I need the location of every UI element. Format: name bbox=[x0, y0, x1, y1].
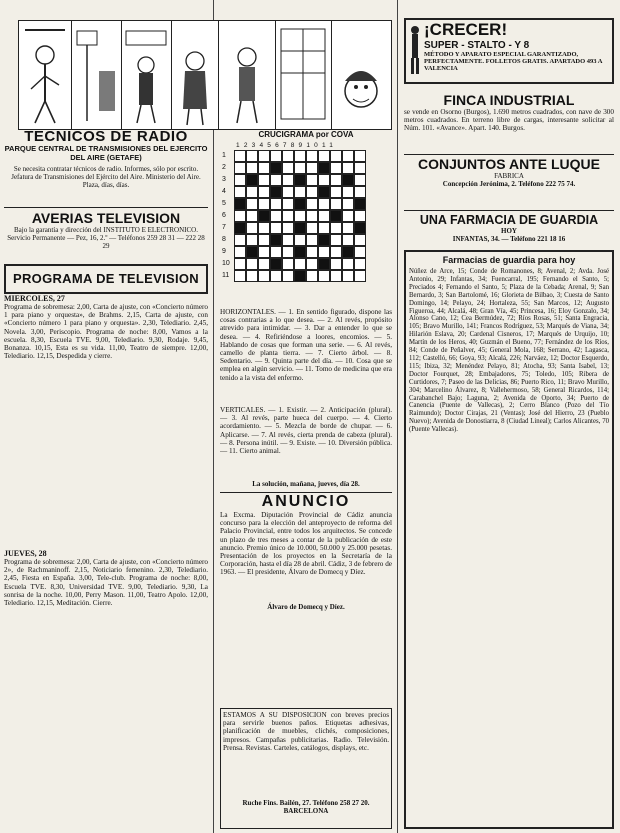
crossword-cell[interactable] bbox=[258, 198, 270, 210]
crossword-cell[interactable] bbox=[354, 258, 366, 270]
crossword-row-number: 3 bbox=[222, 176, 226, 183]
crossword-row-number: 6 bbox=[222, 212, 226, 219]
solution-note: La solución, mañana, jueves, día 28. bbox=[252, 480, 360, 488]
crossword-col-numbers: 1234567891011 bbox=[236, 142, 338, 149]
verticales-text: VERTICALES. — 1. Existir. — 2. Anticipación (plural). — 3. Al revés, parte hueca del cuerpo. — 4. Cierto acordamiento. — 5. Mezcla de borde de chupar. — 6. Aplicarse. — 7. Al revés, cierta prenda de cabeza (plural). — 8. Persona inútil. — 9. Existe. — 10. Diversión pública. — 11. Cierto animal. bbox=[220, 406, 392, 456]
estamos-ad bbox=[220, 708, 392, 829]
guardia-box bbox=[404, 250, 614, 829]
crossword-cell[interactable] bbox=[270, 174, 282, 186]
crossword-row-number: 10 bbox=[222, 260, 230, 267]
day-heading: JUEVES, 28 bbox=[4, 549, 47, 558]
crossword-cell[interactable] bbox=[342, 186, 354, 198]
tecnicos-subtitle: PARQUE CENTRAL DE TRANSMISIONES DEL EJERCITO DEL AIRE (GETAFE) bbox=[4, 144, 208, 162]
crossword-cell[interactable] bbox=[282, 150, 294, 162]
crossword-cell[interactable] bbox=[294, 162, 306, 174]
crossword-cell[interactable] bbox=[282, 198, 294, 210]
conjuntos-subtitle: FABRICA bbox=[494, 172, 524, 180]
center-column bbox=[216, 0, 396, 833]
crossword-cell[interactable] bbox=[342, 150, 354, 162]
crossword-cell[interactable] bbox=[294, 222, 306, 234]
crossword-cell[interactable] bbox=[354, 246, 366, 258]
crossword-cell[interactable] bbox=[306, 198, 318, 210]
day-heading: MIERCOLES, 27 bbox=[4, 294, 65, 303]
crossword-cell[interactable] bbox=[354, 270, 366, 282]
crossword-cell[interactable] bbox=[318, 174, 330, 186]
crossword-cell[interactable] bbox=[246, 270, 258, 282]
crossword-cell[interactable] bbox=[294, 270, 306, 282]
crossword-cell[interactable] bbox=[318, 150, 330, 162]
crossword-cell[interactable] bbox=[306, 210, 318, 222]
guardia-title: Farmacias de guardia para hoy bbox=[442, 255, 576, 265]
guardia-list: Núñez de Arce, 15; Conde de Romanones, 8; Avenal, 2; Avda. José Antonio, 29; Infantas, 34; Fuencarral, 195; Fernando el Santo, 5; Preciados 4; Fernando el Santo, 5; Plaza de la Cebada; Arenal, 9; San Bernardo, 3; San Bartolomé, 16; Glorieta de Bilbao, 3; Cuesta de Santo Domingo, 14; Pelayo, 24; Hortaleza, 55; San Marcos, 12; Augusto Figueroa, 44; Alcalá, 48; Gran Vía, 45; Princesa, 16; Eloy Gonzalo, 34; Alonso Cano, 12; Cea Bermúdez, 72; Ríos Rosas, 51; Santa Engracia, 105; Bravo Murillo, 141; Francos Rodríguez, 53; Marqués de Viana, 34; Hilarión Eslava, 20; Cardenal Cisneros, 17; Marqués de Urquijo, 10; Martín de los Heros, 40; Guzmán el Bueno, 77; Fernández de los Ríos, 84; Conde de Peñalver, 45; General Mola, 168; Serrano, 42; Lagasca, 112; Castelló, 66; Goya, 93; Alcalá, 226; Narváez, 12; Doctor Esquerdo, 115; Ibiza, 32; Menéndez Pelayo, 81; Atocha, 93; Santa Isabel, 13; Doctor Fourquet, 28; Embajadores, 75; Toledo, 105; Ribera de Curtidores, 7; Paseo de las Delicias, 86; Puerto Rico, 11; Bravo Murillo, 304; Marcelino Álvarez, 8; Vallehermoso, 58; General Ricardos, 114; Carabanchel Bajo; Laguna, 2; Avenida de Oporto, 34; Puerto de Canencia (Puente de Vallecas), 2; Cerro Blanco (Pozo del Tío Raimundo); Doctor Cirajas, 21 (Ventas); José del Hierro, 23 (Pueblo Nuevo); Avenida de Donostiarra, 8 (Ciudad Lineal); Carlos Alicantes, 70 (Puente Vallecas). bbox=[409, 268, 609, 434]
crossword-cell[interactable] bbox=[270, 258, 282, 270]
farmacia-ad bbox=[404, 210, 614, 243]
crossword-cell[interactable] bbox=[246, 258, 258, 270]
crossword-cell[interactable] bbox=[270, 162, 282, 174]
crossword-cell[interactable] bbox=[234, 210, 246, 222]
crossword-cell[interactable] bbox=[354, 222, 366, 234]
crossword-row-number: 8 bbox=[222, 236, 226, 243]
crossword-cell[interactable] bbox=[318, 234, 330, 246]
crossword-cell[interactable] bbox=[354, 234, 366, 246]
crossword-cell[interactable] bbox=[318, 210, 330, 222]
crossword-cell[interactable] bbox=[330, 186, 342, 198]
farmacia-hoy: HOY bbox=[501, 227, 517, 235]
crecer-body: MÉTODO Y APARATO ESPECIAL GARANTIZADO, PERFECTAMENTE. FOLLETOS GRATIS. APARTADO 493 A VALENCIA bbox=[424, 51, 603, 73]
crossword-row-number: 11 bbox=[222, 272, 230, 279]
crossword-cell[interactable] bbox=[234, 258, 246, 270]
crossword-cell[interactable] bbox=[306, 258, 318, 270]
estamos-footer: Ruche Fins. Bailén, 27. Teléfono 258 27 20. BARCELONA bbox=[242, 799, 370, 815]
crossword-cell[interactable] bbox=[306, 270, 318, 282]
crossword-row-number: 9 bbox=[222, 248, 226, 255]
crossword-cell[interactable] bbox=[282, 258, 294, 270]
crossword-cell[interactable] bbox=[270, 270, 282, 282]
conjuntos-ad bbox=[404, 154, 614, 188]
column-rule-2 bbox=[397, 0, 398, 833]
crossword-row-number: 5 bbox=[222, 200, 226, 207]
crossword-cell[interactable] bbox=[294, 234, 306, 246]
crossword-cell[interactable] bbox=[234, 246, 246, 258]
crossword-cell[interactable] bbox=[258, 210, 270, 222]
crossword-cell[interactable] bbox=[234, 222, 246, 234]
crossword-grid[interactable] bbox=[216, 150, 396, 300]
conjuntos-body: Concepción Jerónima, 2. Teléfono 222 75 74. bbox=[442, 180, 576, 188]
crossword-cell[interactable] bbox=[342, 174, 354, 186]
crossword-cell[interactable] bbox=[270, 150, 282, 162]
crossword-cell[interactable] bbox=[318, 258, 330, 270]
averias-ad bbox=[4, 207, 208, 250]
crossword-cell[interactable] bbox=[330, 234, 342, 246]
crossword-cell[interactable] bbox=[270, 198, 282, 210]
programa-title: PROGRAMA DE TELEVISION bbox=[13, 271, 199, 286]
crossword-cell[interactable] bbox=[294, 186, 306, 198]
program-text: Programa de sobremesa: 2,00, Carta de ajuste, con «Concierto número 2», de Rachmaninoff. 2,15, Noticiario femenino. 2,30, Telediario. 2,45, Fiesta en España. 3,00, Tele-club. Programa de noche: 8,00, Escuela TVE. 8,30, Universidad TVE. 9,00, Telediario. 9,30, La sonrisa de la noche. 10,00, Perry Mason. 11,00, Teatro Apolo. 12,00, Telediario. 12,15, Meditación. Cierre. bbox=[4, 558, 208, 608]
crossword-cell[interactable] bbox=[294, 258, 306, 270]
crossword-cell[interactable] bbox=[318, 246, 330, 258]
crossword-cell[interactable] bbox=[258, 150, 270, 162]
crecer-ad bbox=[404, 18, 614, 84]
crossword-cell[interactable] bbox=[330, 174, 342, 186]
finca-title: FINCA INDUSTRIAL bbox=[443, 92, 575, 108]
crossword-cell[interactable] bbox=[282, 246, 294, 258]
programa-listing bbox=[4, 294, 208, 828]
crossword-cell[interactable] bbox=[354, 174, 366, 186]
crossword-cell[interactable] bbox=[234, 162, 246, 174]
crossword-cell[interactable] bbox=[354, 210, 366, 222]
crossword-cell[interactable] bbox=[246, 198, 258, 210]
averias-title: AVERIAS TELEVISION bbox=[31, 210, 181, 226]
anuncio-signature: Álvaro de Domecq y Díez. bbox=[267, 603, 345, 611]
crossword-cell[interactable] bbox=[342, 210, 354, 222]
crossword-cell[interactable] bbox=[318, 198, 330, 210]
crossword-cell[interactable] bbox=[294, 210, 306, 222]
crossword-cell[interactable] bbox=[342, 234, 354, 246]
crossword-cell[interactable] bbox=[234, 186, 246, 198]
crossword-cell[interactable] bbox=[306, 162, 318, 174]
finca-body: se vende en Osorno (Burgos), 1.690 metros cuadrados, con nave de 300 metros cuadrados. En terreno libre de cargas, interesante solicitar al Núm. 101. «Avance». Apart. 140. Burgos. bbox=[404, 108, 614, 133]
crossword-cell[interactable] bbox=[330, 150, 342, 162]
program-text: Programa de sobremesa: 2,00, Carta de ajuste, con «Concierto número 1 para piano y orquesta», de Brahms. 2,15, Carta de ajuste, con «Concierto número 1 para piano y orquesta». 2,30, Telediario. 2,45, Novela. 3,00, Periscopio. Programa de noche: 8,00, Vamos a la escuela. 8,30, Escuela TVE. 9,00, Telediario. 9,30, Rodaje. 9,45, Bonanza. 10,15, Esta es su vida. 11,00, Teatro de siempre. 12,00, Telediario. 12,15, Despedida y cierre. bbox=[4, 303, 208, 361]
farmacia-address: INFANTAS, 34. — Teléfono 221 18 16 bbox=[452, 235, 566, 243]
crossword-row-number: 2 bbox=[222, 164, 226, 171]
anuncio-title: ANUNCIO bbox=[261, 493, 351, 510]
crossword-cell[interactable] bbox=[234, 270, 246, 282]
crecer-brand: SUPER - STALTO - Y 8 bbox=[424, 40, 530, 51]
crossword-cell[interactable] bbox=[282, 222, 294, 234]
right-column bbox=[400, 0, 618, 833]
crossword-cell[interactable] bbox=[282, 186, 294, 198]
crossword-cell[interactable] bbox=[306, 222, 318, 234]
crossword-cell[interactable] bbox=[258, 222, 270, 234]
crossword-cell[interactable] bbox=[258, 186, 270, 198]
crossword-cell[interactable] bbox=[234, 198, 246, 210]
crossword-cell[interactable] bbox=[342, 270, 354, 282]
crossword-cell[interactable] bbox=[294, 198, 306, 210]
crossword-cell[interactable] bbox=[246, 162, 258, 174]
crossword-cell[interactable] bbox=[282, 210, 294, 222]
crossword-cell[interactable] bbox=[318, 162, 330, 174]
crossword-cell[interactable] bbox=[246, 234, 258, 246]
crossword-cell[interactable] bbox=[306, 174, 318, 186]
estamos-body: ESTAMOS A SU DISPOSICION con breves precios para servirle buenos paños. Etiquetas adhesivas, planificación de muebles, clichés, composiciones, impresos. Campañas publicitarias. Radio. Televisión. Prensa. Revistas. Carteles, catálogos, displays, etc. bbox=[223, 711, 389, 752]
crossword-cell[interactable] bbox=[306, 186, 318, 198]
averias-body: Bajo la garantía y dirección del INSTITUTO E ELECTRONICO. Servicio Permanente — Pez, 16, 2.º — Teléfonos 259 28 31 — 222 28 29 bbox=[7, 226, 205, 250]
crossword-cell[interactable] bbox=[354, 162, 366, 174]
crossword-cell[interactable] bbox=[330, 162, 342, 174]
tecnicos-ad bbox=[4, 128, 208, 189]
crossword-cell[interactable] bbox=[258, 270, 270, 282]
crossword-cell[interactable] bbox=[318, 270, 330, 282]
crossword-cell[interactable] bbox=[330, 222, 342, 234]
crecer-title: ¡CRECER! bbox=[424, 20, 508, 39]
crossword-cell[interactable] bbox=[342, 246, 354, 258]
crossword-cell[interactable] bbox=[342, 198, 354, 210]
crossword-cell[interactable] bbox=[246, 150, 258, 162]
crossword-cell[interactable] bbox=[246, 222, 258, 234]
crossword-cell[interactable] bbox=[282, 270, 294, 282]
crossword-cell[interactable] bbox=[306, 234, 318, 246]
crossword-cell[interactable] bbox=[270, 234, 282, 246]
crossword-cell[interactable] bbox=[234, 234, 246, 246]
crossword-cell[interactable] bbox=[342, 258, 354, 270]
crossword-cell[interactable] bbox=[282, 234, 294, 246]
crossword-cell[interactable] bbox=[330, 198, 342, 210]
crossword-cell[interactable] bbox=[246, 186, 258, 198]
crossword-cell[interactable] bbox=[330, 270, 342, 282]
crossword-cell[interactable] bbox=[294, 246, 306, 258]
crossword-cell[interactable] bbox=[354, 186, 366, 198]
crossword-cell[interactable] bbox=[246, 210, 258, 222]
finca-ad bbox=[404, 92, 614, 133]
crossword-cell[interactable] bbox=[330, 210, 342, 222]
crossword-cell[interactable] bbox=[258, 246, 270, 258]
crossword-cell[interactable] bbox=[282, 174, 294, 186]
horizontales-text: HORIZONTALES. — 1. En sentido figurado, dispone las cosas contrarias a lo que desea. — 2. Al revés, propósito atrevido para intimidar. — 3. Dar a entender lo que se desea. — 4. Refiriéndose a loores, encomios. — 5. Hablando de cosas que forman una serie. — 6. Al revés, camello de planta tierra. — 7. Cierto árbol. — 8. Sedentario. — 9. Quinta parte del día. — 10. Cosa que se emplea en algún servicio. — 11. Tomo de medicina que era tenido a la vista del enfermo. bbox=[220, 308, 392, 382]
crossword-cell[interactable] bbox=[258, 258, 270, 270]
crossword-cell[interactable] bbox=[294, 150, 306, 162]
crossword-cell[interactable] bbox=[246, 246, 258, 258]
farmacia-title: UNA FARMACIA DE GUARDIA bbox=[419, 213, 599, 227]
crossword-cell[interactable] bbox=[246, 174, 258, 186]
crossword-cell[interactable] bbox=[282, 162, 294, 174]
conjuntos-title: CONJUNTOS ANTE LUQUE bbox=[417, 156, 600, 172]
tecnicos-title: TECNICOS DE RADIO bbox=[24, 128, 188, 145]
crossword-row-number: 4 bbox=[222, 188, 226, 195]
left-column bbox=[0, 0, 212, 833]
anuncio-body: La Excma. Diputación Provincial de Cádiz anuncia concurso para la elección del anteproyecto de reforma del Palacio Provincial, entre todos los arquitectos. Se concede un plazo de tres meses a contar de la publicación de este anuncio. Premio único de 10.000, 50.000 y 25.000 pesetas. Presentación de los proyectos en la Secretaría de la Corporación, hasta el día 28 de abril. Cádiz, 3 de febrero de 1963. — El presidente, Álvaro de Domecq y Díez. bbox=[220, 511, 392, 577]
crossword-cell[interactable] bbox=[294, 174, 306, 186]
tecnicos-body: Se necesita contratar técnicos de radio. Informes, sólo por escrito. Jefatura de Transmisiones del Ejército del Aire. Ministerio del Aire. Plaza, días, días. bbox=[11, 165, 201, 189]
crucigrama-title: CRUCIGRAMA por COVA bbox=[258, 130, 354, 139]
crossword-cell[interactable] bbox=[330, 258, 342, 270]
crossword-cell[interactable] bbox=[258, 162, 270, 174]
crossword-cell[interactable] bbox=[354, 150, 366, 162]
crossword-cell[interactable] bbox=[354, 198, 366, 210]
crossword-cell[interactable] bbox=[258, 234, 270, 246]
crossword-cell[interactable] bbox=[234, 174, 246, 186]
crossword-row-number: 1 bbox=[222, 152, 226, 159]
crossword-row-number: 7 bbox=[222, 224, 226, 231]
programa-title-box bbox=[4, 264, 208, 294]
crossword-cell[interactable] bbox=[258, 174, 270, 186]
crossword-cell[interactable] bbox=[342, 162, 354, 174]
crossword-cell[interactable] bbox=[306, 246, 318, 258]
crossword-cell[interactable] bbox=[306, 150, 318, 162]
crossword-cell[interactable] bbox=[270, 210, 282, 222]
crossword-cell[interactable] bbox=[318, 222, 330, 234]
crossword-cell[interactable] bbox=[234, 150, 246, 162]
crossword-cell[interactable] bbox=[270, 186, 282, 198]
crossword-cell[interactable] bbox=[270, 246, 282, 258]
crossword-cell[interactable] bbox=[330, 246, 342, 258]
crossword-clues bbox=[220, 308, 392, 488]
crossword-cell[interactable] bbox=[318, 186, 330, 198]
crossword-cell[interactable] bbox=[342, 222, 354, 234]
crecer-figure-icon bbox=[408, 24, 422, 81]
crossword-cell[interactable] bbox=[270, 222, 282, 234]
anuncio-notice bbox=[220, 492, 392, 611]
